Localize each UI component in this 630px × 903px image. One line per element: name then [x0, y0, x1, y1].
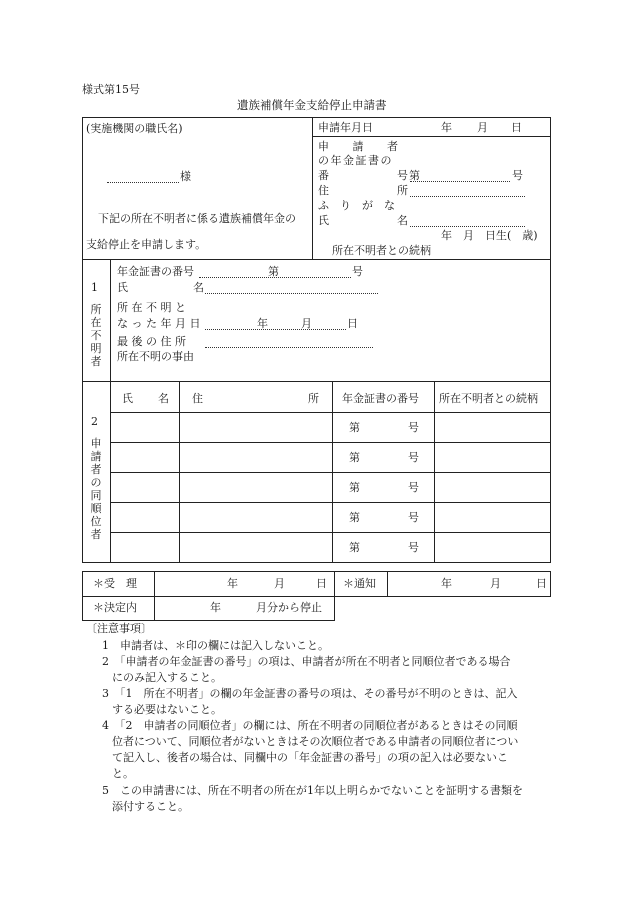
- missing-name-right: 名: [193, 281, 204, 294]
- notice-label: ＊通知: [343, 577, 376, 590]
- row-cert-go: 号: [408, 421, 419, 434]
- section2-vertical-label: 申 請 者 の 同 順 位 者: [90, 437, 102, 541]
- decision-label: ＊決定内: [93, 601, 137, 614]
- col-header-address-left: 住: [192, 392, 203, 405]
- missing-last-address-field[interactable]: [205, 347, 373, 348]
- note-item: する必要はないこと。: [112, 703, 222, 716]
- applicant-name-right: 名: [397, 214, 408, 227]
- org-label: (実施機関の職氏名): [86, 122, 183, 135]
- missing-cert-go: 号: [352, 265, 363, 278]
- note-item: て記入し、後者の場合は、同欄中の「年金証書の番号」の項の記入は必要ないこ: [112, 751, 508, 764]
- missing-name-field[interactable]: [205, 293, 378, 294]
- note-item: 1 申請者は、＊印の欄には記入しないこと。: [102, 639, 329, 652]
- org-name-field[interactable]: [107, 182, 179, 183]
- missing-date-line1: 所 在 不 明 と: [117, 301, 186, 314]
- receipt-year: 年: [227, 577, 238, 590]
- applicant-address-right: 所: [397, 184, 408, 197]
- missing-name-left: 氏: [117, 281, 128, 294]
- row-cert-dai: 第: [349, 421, 360, 434]
- application-date-month[interactable]: 月: [477, 121, 488, 134]
- applicant-cert-go: 号: [512, 169, 523, 182]
- applicant-cert-dai: 第: [409, 169, 420, 182]
- section1-number: 1: [91, 281, 98, 294]
- missing-cert-label: 年金証書の番号: [117, 265, 194, 278]
- applicant-cert-row3-right: 号: [397, 169, 408, 182]
- receipt-label: ＊受 理: [93, 577, 137, 590]
- col-header-name-left: 氏: [122, 392, 133, 405]
- missing-date-line2: な っ た 年 月 日: [117, 317, 201, 330]
- row-cert-dai: 第: [349, 541, 360, 554]
- notice-year: 年: [441, 577, 452, 590]
- section1-vertical-label: 所 在 不 明 者: [90, 303, 102, 368]
- applicant-cert-number-field[interactable]: [410, 181, 510, 182]
- receipt-day: 日: [316, 577, 327, 590]
- missing-cert-dai: 第: [268, 265, 279, 278]
- applicant-address-field[interactable]: [410, 196, 525, 197]
- col-header-address-right: 所: [308, 392, 319, 405]
- applicant-relation: 所在不明者との続柄: [332, 244, 431, 257]
- missing-last-address-label: 最 後 の 住 所: [117, 335, 186, 348]
- row-cert-dai: 第: [349, 481, 360, 494]
- note-item: 2 「申請者の年金証書の番号」の項は、申請者が所在不明者と同順位者である場合: [102, 655, 511, 668]
- missing-date-month: 月: [301, 317, 312, 330]
- note-item: と。: [112, 767, 134, 780]
- form-title: 遺族補償年金支給停止申請書: [237, 98, 387, 112]
- decision-text: 月分から停止: [256, 601, 322, 614]
- note-item: 位者について、同順位者がないときはその次順位者である申請者の同順位者につい: [112, 735, 519, 748]
- notice-month: 月: [490, 577, 501, 590]
- form-number: 様式第15号: [82, 83, 140, 96]
- col-header-cert: 年金証書の番号: [342, 392, 419, 405]
- notes-heading: 〔注意事項〕: [86, 622, 152, 635]
- application-date-label: 申請年月日: [318, 121, 373, 134]
- col-header-relation: 所在不明者との続柄: [439, 392, 538, 405]
- row-cert-go: 号: [408, 541, 419, 554]
- missing-date-day: 日: [347, 317, 358, 330]
- statement-line2: 支給停止を申請します。: [86, 238, 207, 251]
- applicant-name-field[interactable]: [410, 226, 525, 227]
- applicant-cert-row2: の年金証書の: [318, 154, 393, 167]
- row-cert-go: 号: [408, 511, 419, 524]
- row-cert-dai: 第: [349, 451, 360, 464]
- statement-line1: 下記の所在不明者に係る遺族補償年金の: [98, 212, 296, 225]
- application-date-year[interactable]: 年: [441, 121, 452, 134]
- receipt-month: 月: [274, 577, 285, 590]
- applicant-cert-row1: 申 請 者: [318, 140, 399, 153]
- section2-number: 2: [91, 415, 98, 428]
- row-cert-dai: 第: [349, 511, 360, 524]
- col-header-name-right: 名: [158, 392, 169, 405]
- applicant-birth[interactable]: 年 月 日生( 歳): [441, 229, 538, 242]
- missing-date-field[interactable]: [205, 329, 346, 330]
- applicant-furigana: ふ り が な: [318, 199, 395, 212]
- applicant-name-left: 氏: [318, 214, 329, 227]
- row-cert-go: 号: [408, 481, 419, 494]
- missing-reason-label: 所在不明の事由: [117, 350, 194, 363]
- applicant-address-left: 住: [318, 184, 329, 197]
- note-item: 4 「2 申請者の同順位者」の欄には、所在不明者の同順位者があるときはその同順: [102, 719, 518, 732]
- row-cert-go: 号: [408, 451, 419, 464]
- notice-day: 日: [536, 577, 547, 590]
- note-item: 3 「1 所在不明者」の欄の年金証書の番号の項は、その番号が不明のときは、記入: [102, 687, 518, 700]
- application-date-day[interactable]: 日: [511, 121, 522, 134]
- applicant-cert-row3-left: 番: [318, 169, 329, 182]
- decision-year: 年: [210, 601, 221, 614]
- missing-date-year: 年: [257, 317, 268, 330]
- note-item: 5 この申請書には、所在不明者の所在が1年以上明らかでないことを証明する書類を: [102, 784, 523, 797]
- note-item: 添付すること。: [112, 800, 189, 813]
- sama-label: 様: [180, 170, 191, 183]
- note-item: にのみ記入すること。: [112, 671, 222, 684]
